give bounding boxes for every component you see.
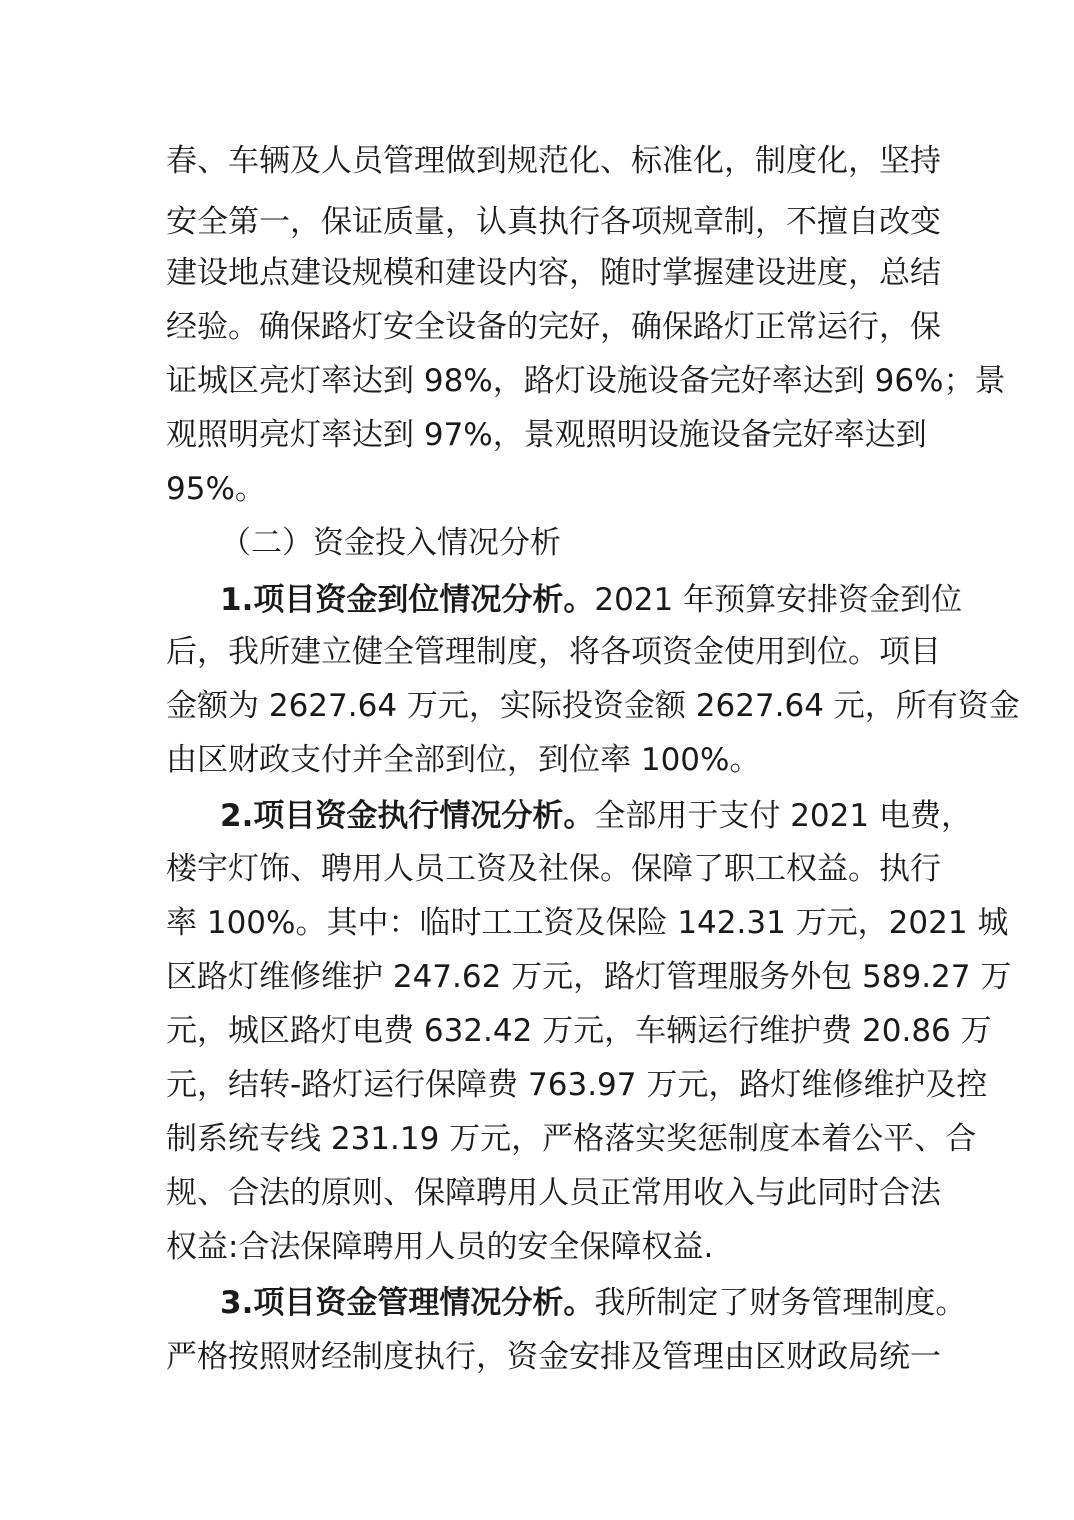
paragraph-line: 95%。	[166, 471, 266, 507]
paragraph-line: 春、车辆及人员管理做到规范化、标准化，制度化，坚持	[166, 143, 941, 179]
paragraph-line: 区路灯维修维护 247.62 万元，路灯管理服务外包 589.27 万	[166, 959, 1012, 995]
paragraph-lead: 1.项目资金到位情况分析。	[220, 582, 595, 618]
paragraph-first-line	[220, 787, 972, 845]
section-heading: （二）资金投入情况分析	[220, 525, 561, 561]
paragraph-text: 全部用于支付 2021 电费，	[594, 798, 972, 834]
paragraph-text: 我所制定了财务管理制度。	[594, 1285, 967, 1321]
paragraph-first-line	[220, 571, 963, 629]
paragraph-line: 金额为 2627.64 万元，实际投资金额 2627.64 元，所有资金	[166, 688, 1020, 724]
paragraph-line: 建设地点建设规模和建设内容，随时掌握建设进度，总结	[166, 255, 941, 291]
paragraph-line: 安全第一，保证质量，认真执行各项规章制，不擅自改变	[166, 204, 941, 240]
paragraph-lead: 3.项目资金管理情况分析。	[220, 1285, 595, 1321]
paragraph-line: 元，城区路灯电费 632.42 万元，车辆运行维护费 20.86 万	[166, 1013, 992, 1049]
paragraph-lead: 2.项目资金执行情况分析。	[220, 798, 595, 834]
paragraph-line: 楼宇灯饰、聘用人员工资及社保。保障了职工权益。执行	[166, 851, 941, 887]
paragraph-line: 严格按照财经制度执行，资金安排及管理由区财政局统一	[166, 1339, 941, 1375]
paragraph-line: 规、合法的原则、保障聘用人员正常用收入与此同时合法	[166, 1175, 941, 1211]
paragraph-line: 由区财政支付并全部到位，到位率 100%。	[166, 742, 761, 778]
paragraph-line: 后，我所建立健全管理制度，将各项资金使用到位。项目	[166, 634, 941, 670]
paragraph-first-line	[220, 1274, 967, 1332]
paragraph-line: 制系统专线 231.19 万元，严格落实奖惩制度本着公平、合	[166, 1121, 977, 1157]
paragraph-text: 2021 年预算安排资金到位	[594, 582, 963, 618]
paragraph-line: 观照明亮灯率达到 97%，景观照明设施设备完好率达到	[166, 417, 927, 453]
paragraph-line: 证城区亮灯率达到 98%，路灯设施设备完好率达到 96%；景	[166, 363, 1006, 399]
paragraph-line: 经验。确保路灯安全设备的完好，确保路灯正常运行，保	[166, 309, 941, 345]
paragraph-line: 权益:合法保障聘用人员的安全保障权益.	[166, 1229, 714, 1265]
paragraph-line: 率 100%。其中：临时工工资及保险 142.31 万元，2021 城	[166, 905, 1009, 941]
paragraph-line: 元，结转-路灯运行保障费 763.97 万元，路灯维修维护及控	[166, 1067, 988, 1103]
